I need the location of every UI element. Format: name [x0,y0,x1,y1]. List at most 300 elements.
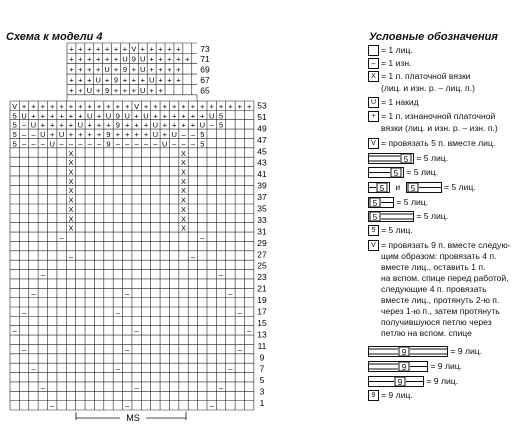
stitch-mark: – [21,139,27,149]
stitch-mark: + [246,101,252,111]
stitch-mark: + [162,111,167,121]
stitch-mark: U [152,120,159,130]
stitch-mark: U [30,120,37,130]
stitch-mark: U [77,120,84,130]
stitch-mark: + [218,101,224,111]
svg-text:5: 5 [372,213,378,223]
stitch-mark: – [115,364,120,374]
stitch-mark: U [58,130,65,140]
row-number: 23 [257,272,267,283]
stitch-mark: X [68,204,74,214]
ms-bracket [76,412,186,423]
svg-text:5: 5 [393,169,399,179]
legend-item: – = 1 изн. [368,58,411,69]
row-number: 53 [257,100,267,111]
cable-bar-icon [368,182,390,193]
stitch-mark: + [78,44,83,54]
stitch-mark: 5 [218,120,224,130]
stitch-mark: U [86,85,92,95]
stitch-mark: – [12,326,17,336]
stitch-mark: + [78,65,83,75]
stitch-mark: + [95,85,101,95]
stitch-mark: – [134,382,139,392]
stitch-mark: + [185,54,190,64]
row-number: 31 [257,226,267,237]
stitch-mark: 5 [12,139,17,149]
stitch-mark: + [131,65,137,75]
legend-item: 9 = 9 лиц. [368,361,462,372]
cable-bar-icon [368,167,404,178]
stitch-mark: + [131,75,137,85]
stitch-mark: – [247,326,252,336]
stitch-mark: + [69,54,74,64]
stitch-mark: + [167,54,172,64]
stitch-mark: 5 [200,130,205,140]
stitch-mark: + [87,65,92,75]
row-number: 69 [200,64,210,75]
row-number: 37 [257,192,267,203]
legend-item: 9 = 9 лиц. [368,390,413,401]
stitch-mark: 9 [115,120,120,130]
stitch-mark: + [78,130,83,140]
row-number: 65 [200,85,210,96]
stitch-mark: – [190,251,195,261]
legend-item: 5 и 5 = 5 лиц. [368,182,476,193]
stitch-mark: + [68,111,74,121]
svg-text:5: 5 [403,155,409,165]
stitch-mark: – [31,364,36,374]
garter-purl-symbol: + [368,111,379,122]
stitch-mark: X [68,148,74,158]
stitch-mark: + [158,54,163,64]
ms-label: MS [126,413,140,423]
stitch-mark: + [176,54,181,64]
stitch-mark: + [50,101,55,111]
stitch-mark: – [209,401,214,411]
stitch-mark: U [143,111,149,121]
stitch-mark: – [115,307,120,317]
stitch-mark: + [95,65,101,75]
stitch-mark: X [181,158,187,168]
cable-bar-icon [368,153,414,164]
svg-text:5: 5 [410,184,415,194]
stitch-mark: + [162,120,167,130]
row-number: 49 [257,123,267,134]
stitch-mark: X [68,176,74,186]
stitch-mark: – [31,139,36,149]
stitch-mark: – [134,326,139,336]
stitch-mark: + [171,111,177,121]
stitch-mark: – [172,139,177,149]
row-number: 5 [259,375,265,386]
svg-text:9: 9 [401,363,407,373]
stitch-mark: + [134,111,139,121]
stitch-mark: + [68,120,74,130]
stitch-mark: – [21,120,27,130]
stitch-mark: + [96,101,102,111]
stitch-mark: – [125,401,130,411]
stitch-mark: + [143,120,149,130]
k9tog-symbol: V [368,240,379,251]
row-number: 35 [257,203,267,214]
stitch-mark: + [140,44,145,54]
garter-knit-symbol: X [368,71,379,82]
row-number: 27 [257,249,267,260]
cable9-bar-icon [368,376,424,387]
stitch-mark: + [143,101,149,111]
row-number: 9 [259,352,265,363]
stitch-mark: + [125,120,130,130]
stitch-mark: + [167,65,172,75]
legend-desc-line: вместе лиц., оставить 1 п. [381,262,486,272]
stitch-mark: + [171,120,177,130]
row-number: 13 [257,329,267,340]
row-number: 15 [257,317,267,328]
cable-bar-icon [406,182,442,193]
stitch-mark: + [87,75,92,85]
stitch-mark: X [68,158,74,168]
stitch-mark: + [78,75,83,85]
stitch-mark: + [143,130,149,140]
legend-item: (лиц. и изн. р. – лиц. п.) [381,83,475,93]
stitch-mark: – [228,289,233,299]
stitch-mark: X [181,204,187,214]
svg-text:5: 5 [379,184,385,194]
stitch-mark: + [87,44,92,54]
cable9-bar-icon [368,361,428,372]
stitch-mark: + [171,101,177,111]
stitch-mark: – [218,270,224,280]
stitch-mark: V [131,44,137,54]
stitch-mark: U [152,130,159,140]
legend-item: V = провязать 9 п. вместе следую- [368,240,511,251]
stitch-mark: X [181,223,187,233]
stitch-mark: + [21,101,27,111]
row-number: 39 [257,180,267,191]
stitch-mark: X [181,214,187,224]
stitch-mark: – [134,139,139,149]
legend-item: X = 1 п. платочной вязки [368,71,471,82]
row-number: 47 [257,134,267,145]
stitch-mark: U [122,54,128,64]
legend-desc-line: через 1-ю п., затем протянуть [381,306,500,316]
stitch-mark: – [68,139,74,149]
stitch-mark: U [171,130,177,140]
row-number: 33 [257,214,267,225]
stitch-mark: + [237,101,243,111]
stitch-mark: – [218,382,224,392]
row-number: 71 [200,54,210,65]
stitch-mark: – [209,120,214,130]
stitch-mark: X [181,186,187,196]
stitch-mark: + [104,44,110,54]
stitch-mark: – [125,289,130,299]
stitch-mark: – [228,364,233,374]
stitch-mark: – [237,307,242,317]
row-number: 7 [259,363,265,374]
stitch-mark: – [21,130,27,140]
stitch-mark: + [113,65,119,75]
row-number: 73 [200,43,210,54]
stitch-mark: 5 [12,111,17,121]
stitch-mark: – [21,307,27,317]
stitch-mark: U [208,111,215,121]
stitch-mark: 9 [113,75,119,85]
stitch-mark: U [21,111,27,121]
row-number: 11 [257,340,267,351]
stitch-mark: X [68,195,74,205]
legend-desc-line: петлю на вспом. спице [381,328,472,338]
stitch-mark: + [149,54,154,64]
nine-symbol: 9 [368,390,379,401]
row-number: 41 [257,169,267,180]
stitch-mark: + [31,111,36,121]
row-number: 67 [200,74,210,85]
row-number: 51 [257,111,267,122]
stitch-mark: + [59,101,64,111]
legend-item: V = провязать 5 п. вместе лиц. [368,138,495,149]
stitch-mark: + [87,54,92,64]
stitch-mark: + [87,120,92,130]
stitch-mark: + [153,111,158,121]
legend-item: 5 = 5 лиц. [368,197,428,208]
stitch-mark: 5 [12,120,17,130]
stitch-mark: + [69,75,74,85]
stitch-mark: 5 [12,130,17,140]
chart-title: Схема к модели 4 [6,31,103,43]
purl-symbol: – [368,58,379,69]
stitch-mark: + [181,111,186,121]
stitch-mark: + [149,65,154,75]
stitch-mark: 5 [218,111,224,121]
legend-desc-line: щим образом: провязать 4 п. [381,251,497,261]
legend-item: 9 = 9 лиц. [368,346,482,357]
legend-item: 9 = 9 лиц. [368,376,458,387]
stitch-mark: + [158,44,163,54]
legend-item: 5 = 5 лиц. [368,153,448,164]
stitch-mark: + [181,101,186,111]
stitch-mark: + [176,75,181,85]
stitch-mark: + [149,85,154,95]
stitch-mark: – [40,270,45,280]
svg-text:5: 5 [372,199,378,209]
stitch-mark: + [125,130,130,140]
stitch-mark: U [40,130,46,140]
stitch-mark: + [190,120,196,130]
stitch-mark: – [190,139,195,149]
stitch-mark: X [68,167,74,177]
stitch-mark: X [181,148,187,158]
stitch-mark: – [31,130,36,140]
stitch-mark: + [122,75,128,85]
stitch-mark: U [162,139,168,149]
legend-item: + = 1 п. изнаночной платочной [368,111,495,122]
row-labels [200,44,267,408]
stitch-mark: + [96,111,102,121]
stitch-mark: + [122,85,128,95]
stitch-mark: + [167,75,172,85]
stitch-mark: V [134,101,140,111]
stitch-mark: + [40,111,46,121]
row-number: 3 [259,386,265,397]
stitch-mark: + [95,44,101,54]
stitch-mark: + [106,101,111,111]
stitch-mark: + [115,130,121,140]
stitch-mark: + [190,101,196,111]
stitch-mark: + [69,65,74,75]
stitch-mark: + [31,101,36,111]
stitch-mark: – [31,289,36,299]
stitch-mark: U [124,111,130,121]
stitch-mark: X [181,195,187,205]
svg-text:9: 9 [401,348,407,358]
stitch-mark: + [113,44,119,54]
stitch-mark: + [104,54,110,64]
row-number: 21 [257,283,267,294]
stitch-mark: + [158,85,163,95]
legend-item: 5 = 5 лиц. [368,211,448,222]
stitch-mark: 9 [105,85,110,95]
stitch-mark: + [69,85,74,95]
chart-grid [10,43,254,410]
stitch-mark: + [140,75,145,85]
stitch-mark: U [105,111,112,121]
stitch-mark: – [59,139,64,149]
stitch-mark: – [237,345,242,355]
stitch-mark: + [96,130,102,140]
stitch-mark: – [50,401,55,411]
stitch-mark: + [87,101,92,111]
stitch-mark: – [21,345,27,355]
stitch-mark: – [68,251,74,261]
stitch-mark: U [104,65,110,75]
stitch-mark: + [113,85,119,95]
svg-text:9: 9 [397,378,403,388]
legend-item: = 1 лиц. [368,45,413,56]
stitch-mark: + [78,111,83,121]
k5tog-symbol: V [368,138,379,149]
stitch-mark: – [97,139,102,149]
stitch-mark: 9 [131,54,136,64]
stitch-mark: U [199,120,206,130]
stitch-mark: + [200,101,205,111]
row-number: 29 [257,237,267,248]
stitch-mark: + [59,120,64,130]
stitch-mark: + [115,101,121,111]
stitch-mark: 9 [106,130,111,140]
stitch-mark: + [176,65,181,75]
stitch-mark: + [78,101,83,111]
stitch-mark: U [140,65,146,75]
row-number: 17 [257,306,267,317]
stitch-mark: + [78,54,83,64]
stitch-mark: – [143,139,149,149]
legend-title: Условные обозначения [369,31,498,43]
stitch-mark: – [181,130,186,140]
stitch-mark: + [87,130,92,140]
legend-desc-line: вместе лиц., протянуть 2-ю п. [381,295,500,305]
stitch-mark: + [106,120,111,130]
knit-symbol [368,45,379,56]
stitch-mark: + [162,130,167,140]
stitch-mark: + [125,101,130,111]
stitch-mark: – [125,345,130,355]
cable-bar-icon [368,211,414,222]
stitch-mark: U [140,54,146,64]
stitch-mark: + [50,130,55,140]
stitch-mark: + [104,75,110,85]
stitch-mark: – [40,139,45,149]
stitch-mark: + [131,85,137,95]
stitch-mark: + [122,44,128,54]
stitch-mark: + [200,111,205,121]
stitch-mark: + [68,101,74,111]
legend-desc-line: на вспом. спице перед работой, [381,273,509,283]
legend-desc-line: получившуюся петлю через [381,317,492,327]
stitch-mark: + [95,54,101,64]
stitch-mark: X [68,223,74,233]
stitch-mark: + [158,65,163,75]
stitch-mark: + [181,120,186,130]
stitch-mark: X [181,176,187,186]
stitch-mark: + [50,111,55,121]
stitch-mark: + [149,44,154,54]
stitch-mark: – [40,382,45,392]
stitch-mark: + [134,120,139,130]
stitch-mark: U [95,75,101,85]
stitch-mark: – [115,139,120,149]
stitch-mark: – [59,233,64,243]
stitch-mark: + [167,44,172,54]
stitch-mark: U [87,111,93,121]
stitch-mark: + [162,101,167,111]
stitch-mark: – [125,139,130,149]
stitch-mark: – [87,139,92,149]
stitch-mark: X [68,186,74,196]
row-number: 43 [257,157,267,168]
stitch-mark: X [68,214,74,224]
stitch-mark: + [59,111,64,121]
stitch-mark: + [40,120,46,130]
stitch-mark: + [40,101,46,111]
stitch-mark: + [69,44,74,54]
stitch-mark: X [181,167,187,177]
stitch-mark: + [78,85,83,95]
yarn-over-symbol: U [368,97,379,108]
stitch-mark: U [148,75,155,85]
stitch-mark: + [134,130,139,140]
stitch-mark: – [78,139,83,149]
row-number: 1 [259,398,265,409]
stitch-mark: 9 [115,111,120,121]
stitch-mark: + [228,101,233,111]
stitch-mark: + [158,75,163,85]
legend-item: 5 = 5 лиц. [368,225,413,236]
stitch-mark: + [96,120,102,130]
stitch-mark: + [176,44,181,54]
stitch-mark: + [50,120,55,130]
stitch-mark: 5 [200,139,205,149]
five-symbol: 5 [368,225,379,236]
stitch-mark: V [12,101,18,111]
cable9-bar-icon [368,346,448,357]
stitch-mark: – [153,139,158,149]
legend-item: 5 = 5 лиц. [368,167,438,178]
row-number: 45 [257,146,267,157]
stitch-mark: + [113,54,119,64]
row-number: 25 [257,260,267,271]
stitch-mark: – [190,130,195,140]
